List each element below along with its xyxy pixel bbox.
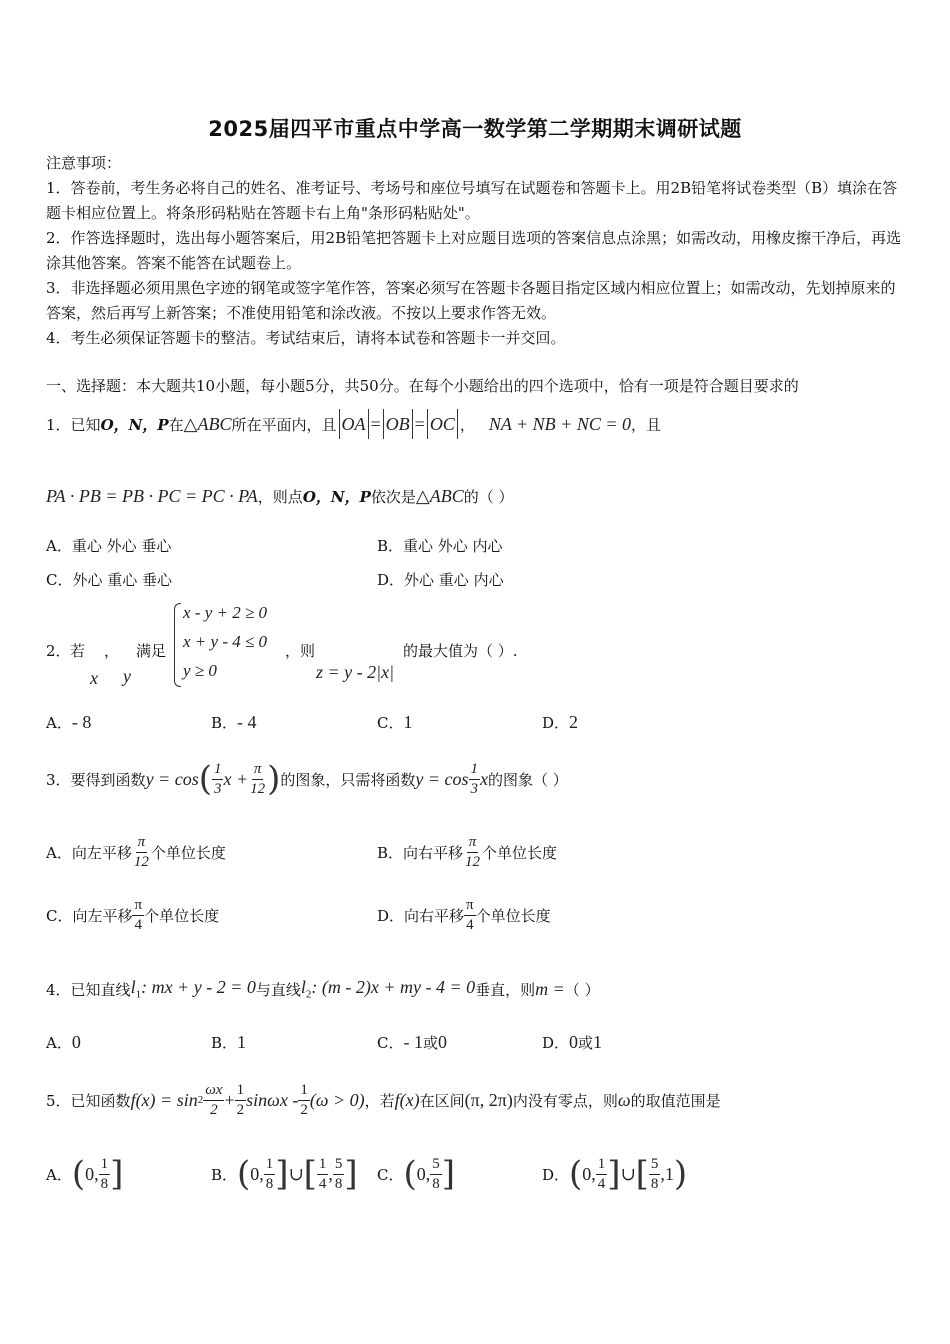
q5-one: ,1 (660, 1163, 674, 1184)
paren: ] (441, 1154, 456, 1194)
q4-option-d[interactable] (542, 1032, 602, 1053)
q5-func: f(x) = sin (130, 1089, 198, 1110)
fraction (99, 1157, 111, 1192)
q2-option-d-value: 2 (569, 712, 579, 732)
notice-block (46, 151, 908, 351)
abs-bar (412, 409, 413, 439)
fraction (464, 898, 476, 933)
q4-m: m = (535, 978, 565, 999)
q2-objective: z = y - 2|x| (316, 662, 395, 682)
fraction (235, 1083, 247, 1118)
q4-line-2 (301, 977, 475, 1001)
q1-text: ，则点 (257, 487, 303, 506)
fraction-den: 3 (470, 780, 479, 797)
q2-brace (174, 603, 181, 687)
q3-text: 的图象，只需将函数 (280, 770, 416, 789)
paren: [ (303, 1154, 317, 1194)
q1-option-b[interactable]: B．重心 外心 内心 (377, 537, 503, 555)
question-4 (46, 973, 600, 1005)
notice-item-4: 4．考生必须保证答题卡的整洁。考试结束后，请将本试卷和答题卡一并交回。 (46, 329, 566, 347)
q2-text-max: 的最大值为（ ）. (403, 642, 518, 660)
notice-item-2: 2．作答选择题时，选出每小题答案后，用2B铅笔把答题卡上对应题目选项的答案信息点涂黑；如需改动，用橡皮擦干净后，再选涂其他答案。答案不能答在试题卷上。 (46, 229, 902, 272)
fraction (132, 898, 144, 933)
q1-oa: OA (341, 413, 366, 434)
fraction-num: 5 (649, 1157, 661, 1175)
q3-option-d[interactable] (377, 890, 551, 940)
fraction-num: π (136, 835, 148, 853)
fraction-den: 12 (465, 853, 481, 870)
q2-option-c[interactable] (377, 712, 412, 733)
q4-line-2-sub: 2 (305, 988, 312, 1001)
q1-oc: OC (429, 413, 455, 434)
section-heading: 一、选择题：本大题共10小题，每小题5分，共50分。在每个小题给出的四个选项中，恰有一项是符合题目要求的 (46, 377, 799, 395)
q4-option-b-label: B． (211, 1034, 238, 1052)
fraction-den: 2 (236, 1101, 245, 1118)
q5-text: 已知函数 (70, 1091, 131, 1110)
notice-item-1: 1．答卷前，考生务必将自己的姓名、准考证号、考场号和座位号填写在试题卷和答题卡上。用2B铅笔将试卷类型（B）填涂在答题卡相应位置上。将条形码粘贴在答题卡右上角"条形码粘贴处"。 (46, 179, 898, 222)
q1-ob: OB (385, 413, 410, 434)
abs-bar (339, 409, 340, 439)
q2-option-b[interactable] (211, 712, 257, 733)
paren: ] (110, 1154, 124, 1194)
fraction-den: 4 (134, 916, 143, 933)
paren: ( (71, 1154, 86, 1194)
q4-text: 已知直线 (70, 980, 131, 999)
q2-option-a[interactable] (46, 712, 91, 733)
q4-option-c[interactable] (377, 1032, 447, 1053)
abs-bar (457, 409, 458, 439)
fraction (298, 1083, 310, 1118)
fraction (469, 762, 481, 797)
q1-text: 的（ ） (463, 487, 514, 506)
q5-option-d-label: D． (542, 1165, 570, 1184)
q2-number: 2． (46, 642, 71, 660)
q4-option-c-label: C． (377, 1034, 404, 1052)
q1-number: 1． (46, 415, 71, 434)
q5-plus: + (224, 1089, 235, 1110)
fraction (463, 835, 482, 870)
q4-option-b-value: 1 (237, 1032, 247, 1052)
fraction-num: 1 (469, 762, 481, 780)
q3-option-b-label: B．向右平移 (377, 843, 464, 862)
q4-option-d-or: 或 (578, 1034, 594, 1052)
fraction-num: 5 (333, 1157, 345, 1175)
q3-func-1: y = cos (145, 768, 199, 789)
fraction-num: π (132, 898, 144, 916)
q2-text-if: 若 (70, 642, 86, 660)
q3-option-c-text: 个单位长度 (144, 906, 220, 925)
q4-option-a-value: 0 (71, 1032, 81, 1052)
q4-line-1-eq: : mx + y - 2 = 0 (141, 977, 256, 998)
q3-option-c[interactable] (46, 890, 219, 940)
q3-func-1-x: x + (223, 768, 249, 789)
q2-var-x: x (90, 668, 98, 688)
q2-constraint-2: x + y - 4 ≤ 0 (183, 632, 268, 651)
q1-triangle: △ABC (415, 485, 464, 506)
q3-option-c-label: C．向左平移 (46, 906, 133, 925)
fraction-num: 1 (317, 1157, 329, 1175)
q2-option-d[interactable] (542, 712, 578, 733)
fraction-den: 8 (100, 1175, 109, 1192)
fraction-num: 1 (298, 1083, 310, 1101)
q1-option-d[interactable]: D．外心 重心 内心 (377, 571, 504, 589)
q2-option-b-value: - 4 (237, 712, 257, 732)
fraction-den: 4 (466, 916, 474, 933)
q4-line-2-eq: : (m - 2)x + my - 4 = 0 (311, 977, 476, 998)
q3-option-a-text: 个单位长度 (150, 843, 226, 862)
q4-option-c-or: 或 (422, 1034, 438, 1052)
fraction (212, 762, 224, 797)
q3-option-b[interactable] (377, 830, 557, 874)
q1-text: 依次是 (370, 487, 416, 506)
q4-line-2-l: l (300, 977, 306, 998)
q5-text: 的取值范围是 (630, 1091, 721, 1110)
q1-points: O，N，P (100, 415, 169, 434)
q5-option-c-label: C． (377, 1165, 404, 1184)
question-5 (46, 1074, 721, 1126)
q2-comma: ， (104, 642, 120, 660)
q5-func-2: f(x) (394, 1089, 420, 1110)
q3-option-a-label: A．向左平移 (46, 843, 132, 862)
fraction-num: π (467, 835, 479, 853)
abs-bar (383, 409, 384, 439)
fraction (649, 1157, 661, 1192)
q4-text: 垂直，则 (475, 980, 536, 999)
fraction (430, 1157, 442, 1192)
q2-text-then: ，则 (285, 642, 316, 660)
q4-number: 4． (46, 980, 71, 999)
q2-constraint-3: y ≥ 0 (183, 661, 217, 680)
q1-comma: ， (459, 415, 475, 434)
abs-bar (427, 409, 428, 439)
q2-text-satisfy: 满足 (136, 642, 167, 660)
q1-text: ，且 (630, 415, 661, 434)
q5-option-b-label: B． (211, 1165, 238, 1184)
fraction (264, 1157, 276, 1192)
question-1-line-1 (46, 406, 661, 442)
q4-line-1-sub: 1 (135, 988, 142, 1001)
fraction (132, 835, 151, 870)
fraction-den: 12 (250, 780, 266, 797)
q2-option-b-label: B． (211, 714, 238, 732)
fraction-den: 3 (213, 780, 222, 797)
notice-heading: 注意事项： (46, 154, 122, 172)
q1-option-c[interactable]: C．外心 重心 垂心 (46, 571, 173, 589)
q4-text: 与直线 (255, 980, 301, 999)
q2-constraint-1: x - y + 2 ≥ 0 (183, 603, 268, 622)
q1-text: 所在平面内，且 (231, 415, 337, 434)
paren: ] (344, 1154, 358, 1194)
fraction-num: π (252, 762, 264, 780)
q4-option-c-value: - 1 (403, 1032, 423, 1052)
q2-option-a-label: A． (46, 714, 72, 732)
q3-option-a[interactable] (46, 830, 226, 874)
fraction-den: 8 (265, 1175, 274, 1192)
fraction-den: 2 (210, 1101, 218, 1118)
q5-zero: 0, (416, 1163, 431, 1184)
paren: ) (267, 759, 281, 799)
q1-vector-sum: NA + NB + NC = 0 (488, 413, 631, 434)
q2-var-y: y (123, 666, 131, 686)
q5-zero: 0, (582, 1163, 596, 1184)
fraction-den: 8 (334, 1175, 343, 1192)
q5-comma: , (328, 1163, 333, 1184)
q3-option-d-label: D．向右平移 (377, 906, 465, 925)
q2-option-a-value: - 8 (71, 712, 92, 732)
q3-text: 要得到函数 (70, 770, 146, 789)
fraction-den: 2 (300, 1101, 308, 1118)
fraction (333, 1157, 345, 1192)
paren: ] (275, 1154, 289, 1194)
q5-omega: ω (617, 1089, 631, 1110)
q4-option-b[interactable] (211, 1032, 246, 1053)
fraction-num: 1 (235, 1083, 247, 1101)
q4-option-a[interactable] (46, 1032, 81, 1053)
fraction-num: 5 (430, 1157, 442, 1175)
q1-text: 在 (168, 415, 184, 434)
fraction-den: 4 (597, 1175, 606, 1192)
q3-text: 的图象（ ） (488, 770, 568, 789)
q5-square: 2 (197, 1094, 204, 1106)
abs-bar (368, 409, 369, 439)
q5-zero: 0, (250, 1163, 264, 1184)
q5-text: 在区间 (419, 1091, 465, 1110)
q1-points: O，N，P (302, 487, 371, 506)
fraction-den: 8 (650, 1175, 659, 1192)
q5-union: ∪ (620, 1163, 636, 1184)
q1-dot-products: PA · PB = PB · PC = PC · PA (46, 485, 258, 506)
fraction-num: 1 (212, 762, 224, 780)
q5-number: 5． (46, 1091, 71, 1110)
q4-option-a-label: A． (46, 1034, 72, 1052)
q5-text: 内没有零点，则 (512, 1091, 618, 1110)
q5-interval: (π, 2π) (464, 1089, 513, 1110)
fraction-num: 1 (264, 1157, 276, 1175)
fraction-num: ωx (203, 1083, 224, 1101)
paren: ] (607, 1154, 621, 1194)
fraction (317, 1157, 329, 1192)
q3-option-b-text: 个单位长度 (482, 843, 558, 862)
q5-option-a-label: A． (46, 1165, 72, 1184)
q1-eq: = (370, 413, 381, 434)
page-title: 2025届四平市重点中学高一数学第二学期期末调研试题 (208, 117, 742, 141)
q2-option-c-value: 1 (403, 712, 413, 732)
q5-condition: (ω > 0) (309, 1089, 365, 1110)
q5-option-a[interactable] (46, 1148, 123, 1200)
q4-option-d-value-2: 1 (593, 1032, 603, 1052)
paren: ( (237, 1154, 251, 1194)
q2-option-c-label: C． (377, 714, 404, 732)
q1-option-a[interactable]: A．重心 外心 垂心 (46, 537, 172, 555)
fraction-den: 8 (432, 1175, 440, 1192)
q5-option-c[interactable] (377, 1148, 455, 1200)
q5-option-d[interactable] (542, 1148, 687, 1200)
fraction-num: 1 (596, 1157, 608, 1175)
q5-sin: sinωx - (246, 1089, 299, 1110)
paren: ( (403, 1154, 417, 1194)
q1-triangle: △ABC (183, 413, 232, 434)
q4-line-1 (131, 977, 256, 1001)
q5-zero: 0, (85, 1163, 99, 1184)
question-3 (46, 752, 568, 806)
fraction-num: π (464, 898, 476, 916)
paren: ) (673, 1154, 688, 1194)
q3-func-2-x: x (480, 768, 489, 789)
q1-text: 已知 (70, 415, 101, 434)
q4-option-c-value-2: 0 (438, 1032, 447, 1052)
paren: ( (198, 759, 212, 799)
q5-text: ，若 (364, 1091, 395, 1110)
q3-option-d-text: 个单位长度 (475, 906, 551, 925)
fraction-den: 12 (133, 853, 149, 870)
fraction (248, 762, 267, 797)
paren: ( (569, 1154, 583, 1194)
q5-option-b[interactable] (211, 1148, 358, 1200)
q5-union: ∪ (288, 1163, 304, 1184)
fraction (596, 1157, 608, 1192)
notice-item-3: 3．非选择题必须用黑色字迹的钢笔或签字笔作答，答案必须写在答题卡各题目指定区域内相应位置上；如需改动，先划掉原来的答案，然后再写上新答案；不准使用铅笔和涂改液。不按以上要求作答无效。 (46, 279, 896, 322)
q2-option-d-label: D． (542, 714, 570, 732)
paren: [ (635, 1154, 649, 1194)
fraction-num: 1 (99, 1157, 111, 1175)
q4-option-d-label: D． (542, 1034, 570, 1052)
question-1-line-2 (46, 480, 514, 512)
q4-text: （ ） (564, 980, 600, 999)
fraction-den: 4 (318, 1175, 327, 1192)
fraction (203, 1083, 224, 1118)
q1-eq: = (414, 413, 425, 434)
q3-number: 3． (46, 770, 71, 789)
q3-func-2: y = cos (415, 768, 469, 789)
q4-option-d-value: 0 (569, 1032, 579, 1052)
q4-line-1-l: l (130, 977, 136, 998)
